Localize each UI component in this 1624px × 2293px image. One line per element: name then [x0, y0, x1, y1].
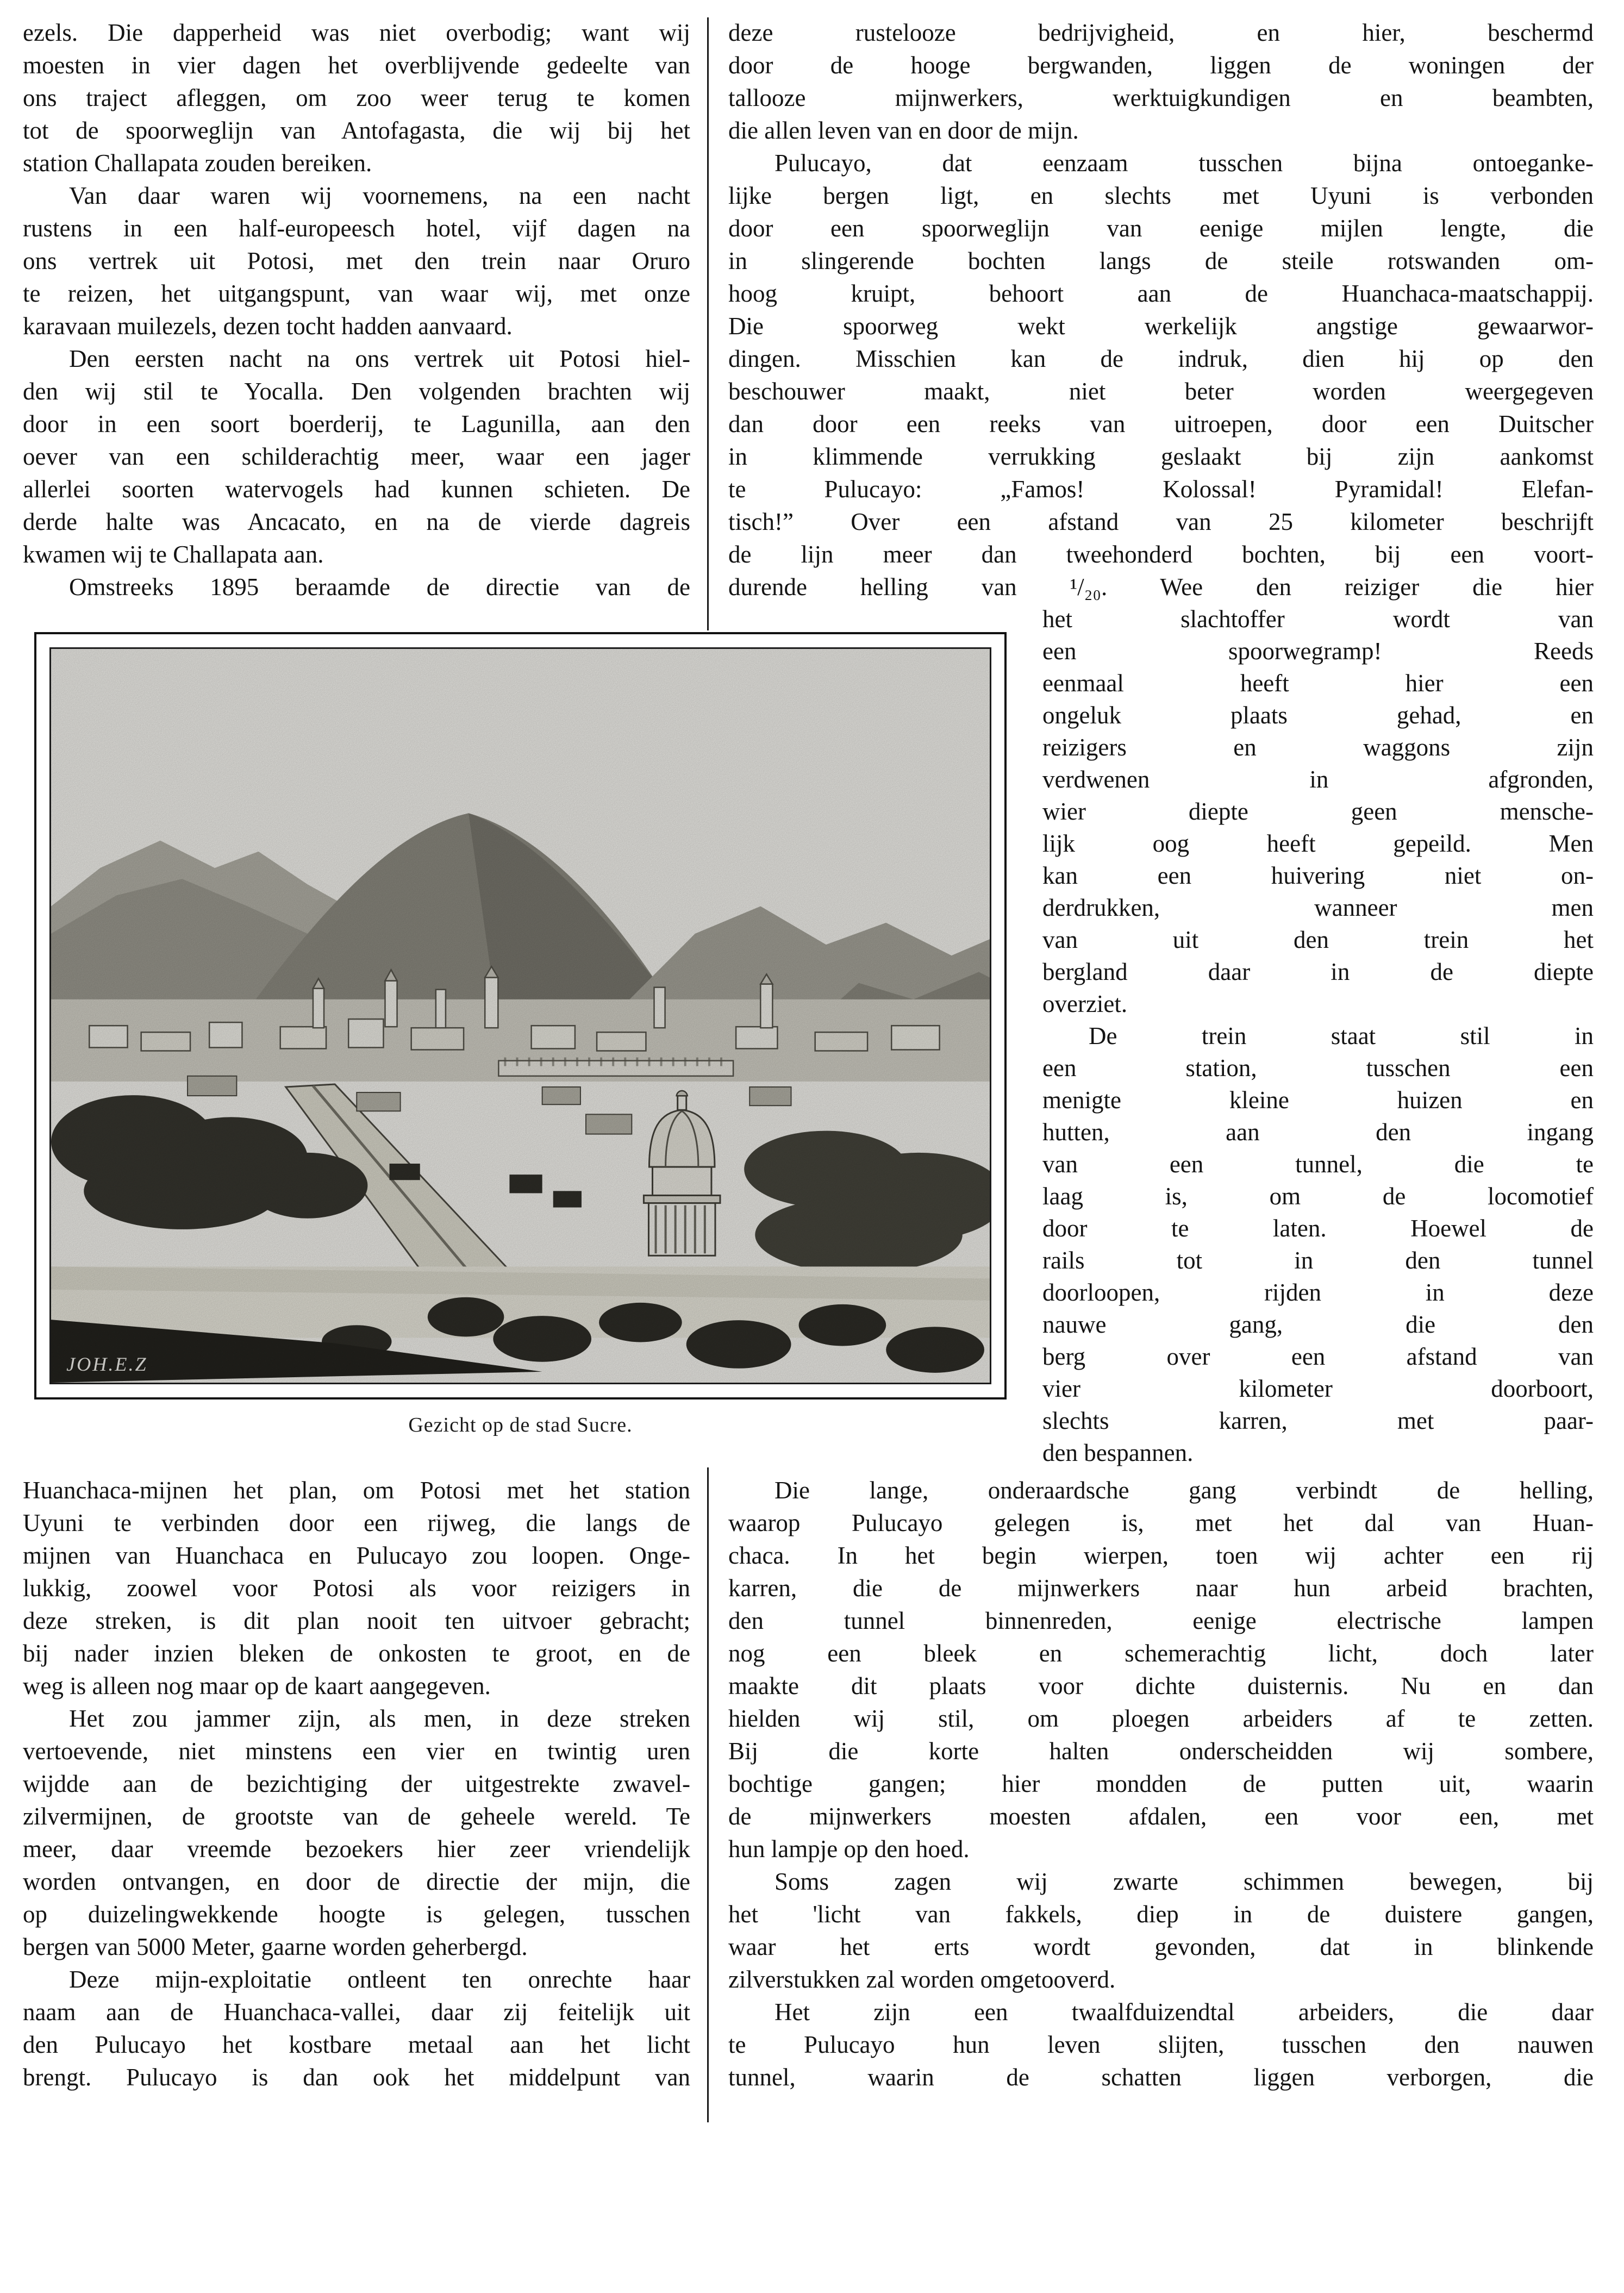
column-top-left: [23, 16, 690, 603]
text-line: tallooze mijnwerkers, werktuigkundigen en beambten,: [728, 84, 1594, 111]
text-line: chaca. In het begin wierpen, toen wij achter een rij: [728, 1542, 1594, 1569]
column-top-right: [728, 16, 1594, 603]
text-line: laag is, om de locomotief: [1042, 1183, 1594, 1210]
text-line: Uyuni te verbinden door een rijweg, die langs de: [23, 1509, 690, 1536]
text-line: dingen. Misschien kan de indruk, dien hij op den: [728, 345, 1594, 372]
text-line: rails tot in den tunnel: [1042, 1247, 1594, 1274]
text-line: bergen van 5000 Meter, gaarne worden geherbergd.: [23, 1933, 528, 1960]
text-line: in slingerende bochten langs de steile rotswanden om-: [728, 247, 1594, 274]
text-line: Bij die korte halten onderscheidden wij sombere,: [728, 1738, 1594, 1765]
text-line: wier diepte geen mensche-: [1042, 798, 1594, 825]
text-line: ons traject afleggen, om zoo weer terug te komen: [23, 84, 690, 111]
text-line: door te laten. Hoewel de: [1042, 1215, 1594, 1242]
text-line: Het zijn een twaalfduizendtal arbeiders, die daar: [774, 1998, 1594, 2026]
text-line: ongeluk plaats gehad, en: [1042, 702, 1594, 729]
text-line: een station, tusschen een: [1042, 1054, 1594, 1082]
text-line: Den eersten nacht na ons vertrek uit Potosi hiel-: [69, 345, 690, 372]
text-line: lijk oog heeft gepeild. Men: [1042, 830, 1594, 857]
text-line: karren, die de mijnwerkers naar hun arbeid brachten,: [728, 1575, 1594, 1602]
text-line: zilvermijnen, de grootste van de geheele wereld. Te: [23, 1803, 690, 1830]
text-line: Die spoorweg wekt werkelijk angstige gewaarwor-: [728, 313, 1594, 340]
text-line: den bespannen.: [1042, 1439, 1194, 1466]
text-line: door in een soort boerderij, te Lagunilla, aan den: [23, 410, 690, 438]
text-line: lijke bergen ligt, en slechts met Uyuni is verbonden: [728, 182, 1594, 209]
text-line: derdrukken, wanneer men: [1042, 894, 1594, 921]
text-line: op duizelingwekkende hoogte is gelegen, tusschen: [23, 1901, 690, 1928]
text-line: tunnel, waarin de schatten liggen verborgen, die: [728, 2064, 1594, 2091]
text-line: nauwe gang, die den: [1042, 1311, 1594, 1338]
text-line: worden ontvangen, en door de directie der mijn, die: [23, 1868, 690, 1895]
text-line: kan een huivering niet on-: [1042, 862, 1594, 889]
column-divider-top: [707, 17, 709, 630]
text-line: het 'licht van fakkels, diep in de duistere gangen,: [728, 1901, 1594, 1928]
text-line: vertoevende, niet minstens een vier en twintig uren: [23, 1738, 690, 1765]
city-panorama-illustration: [51, 649, 990, 1383]
text-line: verdwenen in afgronden,: [1042, 766, 1594, 793]
text-line: een spoorwegramp! Reeds: [1042, 638, 1594, 665]
text-line: die allen leven van en door de mijn.: [728, 117, 1079, 144]
text-line: den tunnel binnenreden, eenige electrische lampen: [728, 1607, 1594, 1634]
text-line: durende helling van ¹/₂₀. Wee den reiziger die hier: [728, 573, 1594, 601]
column-bottom-right: [728, 1474, 1594, 2094]
text-line: waar het erts wordt gevonden, dat in blinkende: [728, 1933, 1594, 1960]
text-line: Omstreeks 1895 beraamde de directie van de: [69, 573, 690, 601]
text-line: door de hooge bergwanden, liggen de woningen der: [728, 52, 1594, 79]
text-line: vier kilometer doorboort,: [1042, 1375, 1594, 1402]
text-line: rustens in een half-europeesch hotel, vijf dagen na: [23, 215, 690, 242]
text-line: de mijnwerkers moesten afdalen, een voor een, met: [728, 1803, 1594, 1830]
halftone-grain: [51, 649, 990, 1383]
text-line: door een spoorweglijn van eenige mijlen lengte, die: [728, 215, 1594, 242]
text-line: brengt. Pulucayo is dan ook het middelpunt van: [23, 2064, 690, 2091]
text-line: deze rustelooze bedrijvigheid, en hier, beschermd: [728, 19, 1594, 46]
text-line: te reizen, het uitgangspunt, van waar wij, met onze: [23, 280, 690, 307]
text-line: menigte kleine huizen en: [1042, 1086, 1594, 1114]
text-line: meer, daar vreemde bezoekers hier zeer vriendelijk: [23, 1835, 690, 1863]
text-line: De trein staat stil in: [1089, 1022, 1594, 1049]
text-line: Het zou jammer zijn, als men, in deze streken: [69, 1705, 690, 1732]
text-line: in klimmende verrukking geslaakt bij zijn aankomst: [728, 443, 1594, 470]
text-line: den wij stil te Yocalla. Den volgenden brachten wij: [23, 378, 690, 405]
text-line: lukkig, zoowel voor Potosi als voor reizigers in: [23, 1575, 690, 1602]
text-line: kwamen wij te Challapata aan.: [23, 541, 324, 568]
text-line: te Pulucayo: „Famos! Kolossal! Pyramidal! Elefan-: [728, 476, 1594, 503]
text-line: ezels. Die dapperheid was niet overbodig; want wij: [23, 19, 690, 46]
text-line: tot de spoorweglijn van Antofagasta, die wij bij het: [23, 117, 690, 144]
sucre-engraving: [49, 647, 991, 1384]
text-line: deze streken, is dit plan nooit ten uitvoer gebracht;: [23, 1607, 690, 1634]
text-line: weg is alleen nog maar op de kaart aangegeven.: [23, 1672, 491, 1700]
text-line: doorloopen, rijden in deze: [1042, 1279, 1594, 1306]
text-line: nog een bleek en schemerachtig licht, doch later: [728, 1640, 1594, 1667]
text-line: overziet.: [1042, 990, 1128, 1017]
text-line: beschouwer maakt, niet beter worden weergegeven: [728, 378, 1594, 405]
text-line: hun lampje op den hoed.: [728, 1835, 970, 1863]
text-line: Deze mijn-exploitatie ontleent ten onrechte haar: [69, 1966, 690, 1993]
text-line: hielden wij stil, om ploegen arbeiders af te zetten.: [728, 1705, 1594, 1732]
text-line: bochtige gangen; hier mondden de putten uit, waarin: [728, 1770, 1594, 1797]
text-line: hutten, aan den ingang: [1042, 1119, 1594, 1146]
column-narrow-right-of-image: [1042, 603, 1594, 1469]
text-line: dan door een reeks van uitroepen, door een Duitscher: [728, 410, 1594, 438]
column-divider-bottom: [707, 1467, 709, 2122]
engraving-signature: JOH.E.Z: [66, 1353, 148, 1375]
text-line: eenmaal heeft hier een: [1042, 670, 1594, 697]
column-bottom-left: [23, 1474, 690, 2094]
text-line: de lijn meer dan tweehonderd bochten, bij een voort-: [728, 541, 1594, 568]
text-line: Die lange, onderaardsche gang verbindt de helling,: [774, 1477, 1594, 1504]
text-line: maakte dit plaats voor dichte duisternis. Nu en dan: [728, 1672, 1594, 1700]
text-line: wijdde aan de bezichtiging der uitgestrekte zwavel-: [23, 1770, 690, 1797]
text-line: moesten in vier dagen het overblijvende gedeelte van: [23, 52, 690, 79]
text-line: hoog kruipt, behoort aan de Huanchaca-maatschappij.: [728, 280, 1594, 307]
text-line: slechts karren, met paar-: [1042, 1407, 1594, 1434]
text-line: Van daar waren wij voornemens, na een nacht: [69, 182, 690, 209]
text-line: het slachtoffer wordt van: [1042, 605, 1594, 633]
sucre-engraving-frame: [34, 632, 1007, 1399]
text-line: reizigers en waggons zijn: [1042, 734, 1594, 761]
text-line: bergland daar in de diepte: [1042, 958, 1594, 985]
text-line: te Pulucayo hun leven slijten, tusschen den nauwen: [728, 2031, 1594, 2058]
text-line: allerlei soorten watervogels had kunnen schieten. De: [23, 476, 690, 503]
text-line: berg over een afstand van: [1042, 1343, 1594, 1370]
text-line: station Challapata zouden bereiken.: [23, 149, 372, 177]
text-line: van een tunnel, die te: [1042, 1151, 1594, 1178]
text-line: van uit den trein het: [1042, 926, 1594, 953]
text-line: zilverstukken zal worden omgetooverd.: [728, 1966, 1116, 1993]
text-line: derde halte was Ancacato, en na de vierde dagreis: [23, 508, 690, 535]
text-line: den Pulucayo het kostbare metaal aan het licht: [23, 2031, 690, 2058]
text-line: tisch!” Over een afstand van 25 kilometer beschrijft: [728, 508, 1594, 535]
text-line: karavaan muilezels, dezen tocht hadden aanvaard.: [23, 313, 513, 340]
text-line: Soms zagen wij zwarte schimmen bewegen, bij: [774, 1868, 1594, 1895]
text-line: Huanchaca-mijnen het plan, om Potosi met het station: [23, 1477, 690, 1504]
text-line: ons vertrek uit Potosi, met den trein naar Oruro: [23, 247, 690, 274]
text-line: bij nader inzien bleken de onkosten te groot, en de: [23, 1640, 690, 1667]
text-line: oever van een schilderachtig meer, waar een jager: [23, 443, 690, 470]
text-line: mijnen van Huanchaca en Pulucayo zou loopen. Onge-: [23, 1542, 690, 1569]
figure-caption: Gezicht op de stad Sucre.: [408, 1414, 633, 1436]
text-line: Pulucayo, dat eenzaam tusschen bijna ontoeganke-: [774, 149, 1594, 177]
text-line: waarop Pulucayo gelegen is, met het dal van Huan-: [728, 1509, 1594, 1536]
text-line: naam aan de Huanchaca-vallei, daar zij feitelijk uit: [23, 1998, 690, 2026]
